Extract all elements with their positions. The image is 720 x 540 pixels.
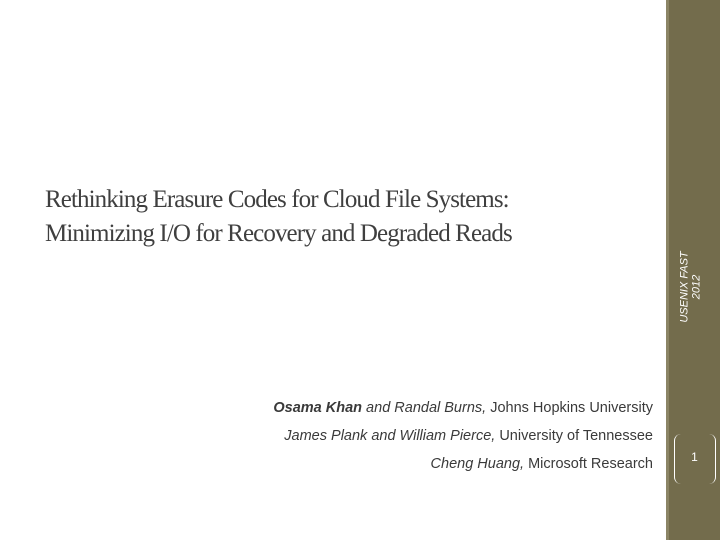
sidebar-edge [666, 0, 669, 540]
author-affiliation: Microsoft Research [524, 456, 653, 472]
author-lead-name: Osama Khan [273, 400, 363, 416]
author-line-3 [93, 450, 653, 478]
conference-year: 2012 [691, 274, 703, 300]
author-line-1 [93, 394, 653, 422]
author-affiliation: Johns Hopkins University [486, 400, 653, 416]
authors-block [93, 394, 653, 478]
author-names: James Plank and William Pierce, [284, 428, 496, 444]
conference-label [670, 247, 712, 327]
author-names: and Randal Burns, [362, 400, 487, 416]
title-line-1: Rethinking Erasure Codes for Cloud File Systems: [45, 186, 509, 213]
slide-title [45, 183, 645, 251]
page-number-box [674, 434, 716, 484]
conference-name: USENIX FAST [679, 251, 691, 323]
page-number: 1 [691, 450, 698, 464]
author-affiliation: University of Tennessee [495, 428, 653, 444]
title-line-2: Minimizing I/O for Recovery and Degraded Reads [45, 220, 512, 247]
author-names: Cheng Huang, [430, 456, 525, 472]
author-line-2 [93, 422, 653, 450]
